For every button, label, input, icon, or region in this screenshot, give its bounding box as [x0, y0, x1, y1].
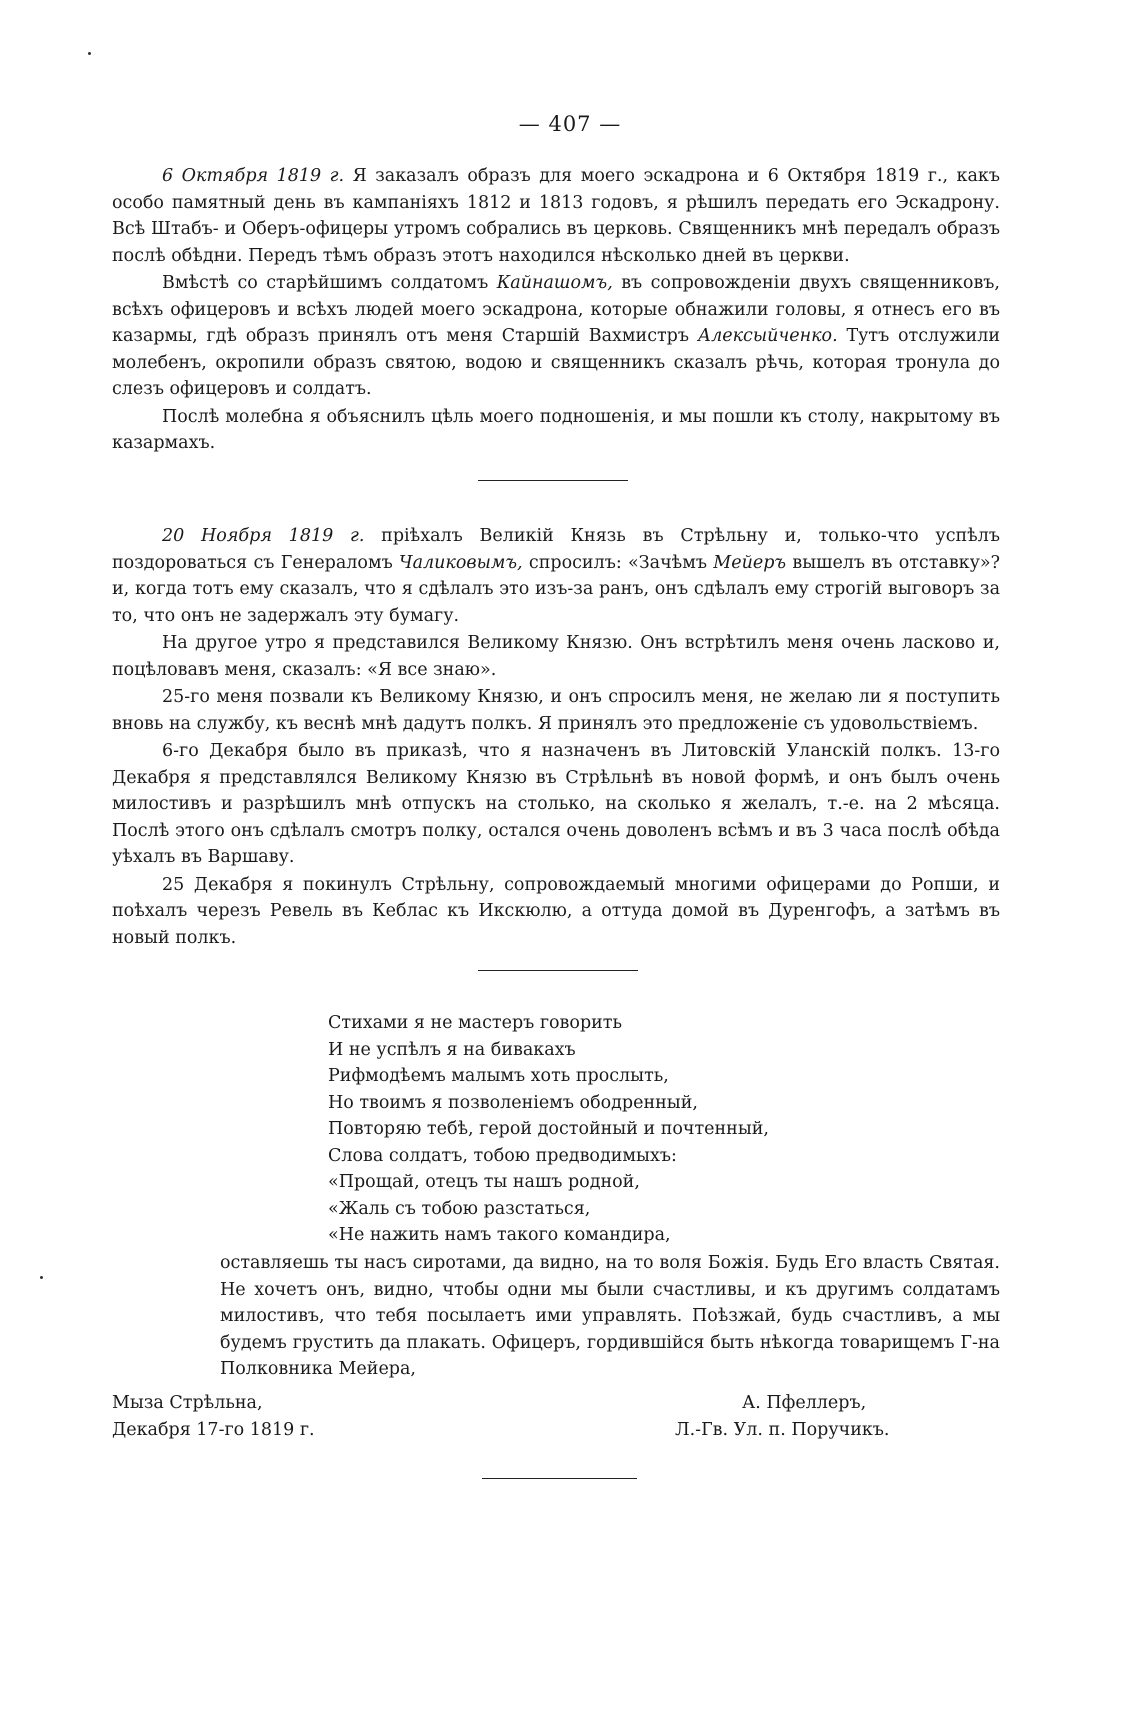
scan-speck	[40, 1276, 43, 1279]
paragraph-text: вышелъ въ отставку»? и, когда тотъ ему сказалъ, что я сдѣлалъ это изъ-за ранъ, онъ сдѣлалъ ему строгій выговоръ за то, что онъ не задержалъ эту бумагу.	[112, 552, 1001, 626]
person-name: Мейеръ	[713, 552, 787, 573]
author-name: А. Пфеллеръ,	[742, 1393, 867, 1413]
section-divider	[482, 1478, 637, 1479]
poem-line: И не успѣлъ я на бивакахъ	[328, 1039, 576, 1060]
signature-place: Мыза Стрѣльна,	[112, 1393, 263, 1413]
paragraph-text: Я заказалъ образъ для моего эскадрона и 6 Октября 1819 г., какъ особо памятный день въ кампаніяхъ 1812 и 1813 годовъ, я рѣшилъ передать его Эскадрону. Всѣ Штабъ- и Оберъ-офицеры утромъ собрались въ церковь. Священникъ мнѣ передалъ образъ послѣ обѣдни. Передъ тѣмъ образъ этотъ находился нѣсколько дней въ церкви.	[112, 166, 1000, 266]
paragraph: 6-го Декабря было въ приказѣ, что я назначенъ въ Литовскій Уланскій полкъ. 13-го Декабря я представлялся Великому Князю въ Стрѣльнѣ въ новой формѣ, и онъ былъ очень милостивъ и разрѣшилъ мнѣ отпускъ на столько, на сколько я желалъ, т.-е. на 2 мѣсяца. Послѣ этого онъ сдѣлалъ смотръ полку, остался очень доволенъ всѣмъ и въ 3 часа послѣ обѣда уѣхалъ въ Варшаву.	[112, 741, 1000, 867]
section-divider	[478, 480, 628, 481]
entry-date: 20 Ноября 1819 г.	[162, 526, 365, 546]
paragraph-text: Послѣ молебна я объяснилъ цѣль моего подношенія, и мы пошли къ столу, накрытому въ казармахъ.	[112, 406, 1000, 453]
entry-date: 6 Октября 1819 г.	[162, 166, 345, 186]
paragraph	[112, 270, 1000, 403]
paragraph: На другое утро я представился Великому Князю. Онъ встрѣтилъ меня очень ласково и, поцѣловавъ меня, сказалъ: «Я все знаю».	[112, 633, 1000, 680]
person-name: Алексыйченко.	[697, 326, 838, 346]
entry-october-1819	[112, 163, 1000, 458]
paragraph-text: въ сопровожденіи двухъ священниковъ, всѣхъ офицеровъ и всѣхъ людей моего эскадрона, которые обнажили головы, я отнесъ его въ казармы, гдѣ образъ принялъ отъ меня Старшій Вахмистръ	[112, 273, 1000, 346]
signature-date: Декабря 17-го 1819 г.	[112, 1420, 315, 1440]
paragraph	[112, 163, 1000, 269]
signature-place-date	[112, 1390, 315, 1444]
poem-line: Но твоимъ я позволеніемъ ободренный,	[328, 1092, 698, 1113]
poem	[328, 1010, 769, 1249]
scan-speck	[88, 52, 91, 55]
poem-prose: оставляешь ты насъ сиротами, да видно, на то воля Божія. Будь Его власть Святая. Не хочетъ онъ, видно, чтобы одни мы были счастливы, и къ другимъ солдатамъ милостивъ, что тебя посылаетъ ими управлять. Поѣзжай, будь счастливъ, а мы будемъ грустить да плакать. Офицеръ, гордившійся быть нѣкогда товарищемъ Г-на Полковника Мейера,	[220, 1253, 1000, 1379]
person-name: Чаликовымъ,	[399, 552, 523, 573]
signature-author	[675, 1390, 890, 1444]
paragraph	[112, 523, 1000, 629]
paragraph: 25-го меня позвали къ Великому Князю, и онъ спросилъ меня, не желаю ли я поступить вновь на службу, къ веснѣ мнѣ дадутъ полкъ. Я принялъ это предложеніе съ удовольствіемъ.	[112, 687, 1000, 734]
paragraph-text: Вмѣстѣ со старѣйшимъ солдатомъ	[162, 273, 497, 293]
paragraph-text: пріѣхалъ Великій Князь въ Стрѣльну и, только-что успѣлъ поздороваться съ Генераломъ	[112, 526, 1000, 573]
entry-november-1819	[112, 523, 1000, 952]
poem-line: «Жаль съ тобою разстаться,	[328, 1198, 591, 1219]
poem-line: Стихами я не мастеръ говорить	[328, 1013, 623, 1033]
poem-line: «Не нажить намъ такого командира,	[328, 1225, 671, 1245]
paragraph-text: Тутъ отслужили молебенъ, окропили образъ святою, водою и священникъ сказалъ рѣчь, которая тронула до слезъ офицеровъ и солдатъ.	[112, 326, 1000, 399]
paragraph-text: спросилъ: «Зачѣмъ	[522, 552, 714, 573]
poem-line: «Прощай, отецъ ты нашъ родной,	[328, 1172, 640, 1192]
paragraph: 25 Декабря я покинулъ Стрѣльну, сопровождаемый многими офицерами до Ропши, и поѣхалъ черезъ Ревель въ Кеблас къ Икскюлю, а оттуда домой въ Дуренгофъ, а затѣмъ въ новый полкъ.	[112, 874, 1000, 948]
paragraph	[112, 404, 1000, 457]
poem-line: Рифмодѣемъ малымъ хоть прослыть,	[328, 1066, 669, 1086]
poem-line: Слова солдатъ, тобою предводимыхъ:	[328, 1145, 677, 1166]
page-number: — 407 —	[518, 112, 622, 136]
poem-line: Повторяю тебѣ, герой достойный и почтенный,	[328, 1119, 769, 1139]
person-name: Кайнашомъ,	[496, 273, 613, 293]
section-divider	[478, 970, 638, 971]
author-rank: Л.-Гв. Ул. п. Поручикъ.	[675, 1420, 890, 1440]
